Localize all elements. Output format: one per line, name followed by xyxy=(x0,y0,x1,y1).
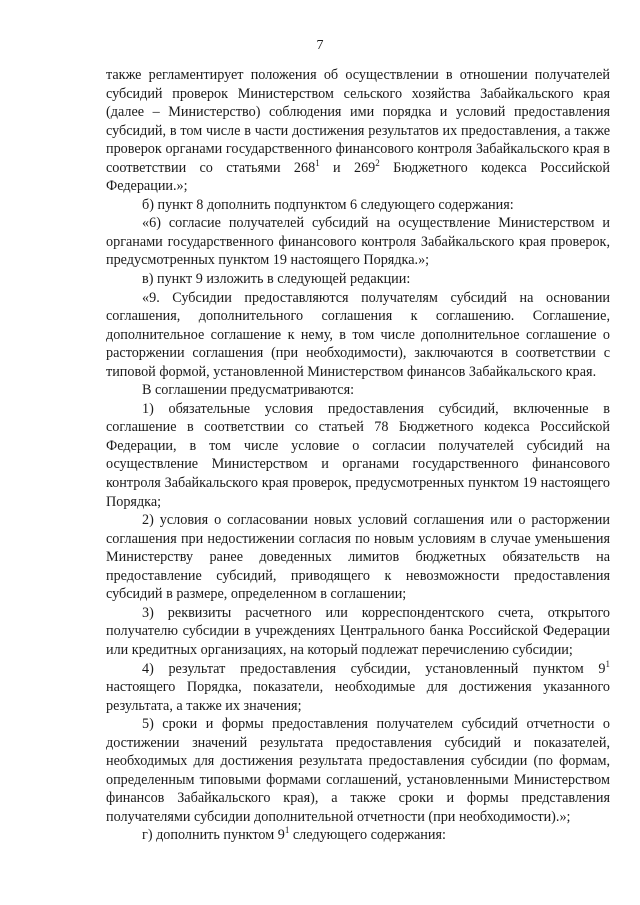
document-paragraph xyxy=(106,604,610,660)
paragraph-text: 2) условия о согласовании новых условий соглашения или о расторжении соглашения при недостижении согласия по новым условиям в случае уменьшения Министерству ранее доведенных лимитов бюджетных обязательств на предоставление субсидий, приводящего к невозможности предоставления субсидий в размере, определенном в соглашении; xyxy=(106,512,610,603)
document-paragraph xyxy=(106,715,610,826)
paragraph-text: Бюджетного кодекса Российской Федерации.»; xyxy=(106,159,610,195)
paragraph-text: следующего содержания: xyxy=(289,827,446,844)
document-paragraph xyxy=(106,400,610,511)
superscript-marker: 1 xyxy=(605,658,610,669)
document-paragraph xyxy=(106,196,610,215)
superscript-marker: 1 xyxy=(284,825,290,836)
document-body xyxy=(106,66,610,845)
document-paragraph xyxy=(106,660,610,716)
document-paragraph xyxy=(106,511,610,604)
document-paragraph xyxy=(106,289,610,382)
document-paragraph xyxy=(106,381,610,400)
paragraph-text: и 269 xyxy=(319,159,376,176)
document-paragraph xyxy=(106,66,610,196)
paragraph-text: 4) результат предоставления субсидии, установленный пунктом 9 xyxy=(142,660,606,677)
paragraph-text: 3) реквизиты расчетного или корреспондентского счета, открытого получателю субсидии в учреждениях Центрального банка Российской Федерации или кредитных организациях, на который подлежат перечислению субсидии; xyxy=(106,604,610,658)
superscript-marker: 1 xyxy=(315,157,320,168)
document-paragraph xyxy=(106,826,610,845)
paragraph-text: настоящего Порядка, показатели, необходимые для достижения указанного результата, а также их значения; xyxy=(106,679,610,714)
paragraph-text: «9. Субсидии предоставляются получателям субсидий на основании соглашения, дополнительного соглашения к соглашению. Соглашение, дополнительное соглашение к нему, в том числе дополнительное соглашение о расторжении соглашения (при необходимости), заключаются в соответствии с типовой формой, установленной Министерством финансов Забайкальского края. xyxy=(106,289,610,380)
paragraph-text: В соглашении предусматриваются: xyxy=(142,382,355,399)
paragraph-text: г) дополнить пунктом 9 xyxy=(142,827,285,844)
document-paragraph xyxy=(106,270,610,289)
page-number: 7 xyxy=(316,38,324,53)
paragraph-text: 5) сроки и формы предоставления получателем субсидий отчетности о достижении значений результата предоставления субсидий и показателей, необходимых для достижения результата предоставления субсидии (по формам, определенным типовыми формами соглашений, установленными Министерством финансов Забайкальского края), а также сроки и формы представления получателями субсидии дополнительной отчетности (при необходимости).»; xyxy=(106,716,610,825)
paragraph-text: в) пункт 9 изложить в следующей редакции: xyxy=(142,271,411,288)
superscript-marker: 2 xyxy=(375,157,380,168)
document-paragraph xyxy=(106,214,610,270)
paragraph-text: также регламентирует положения об осуществлении в отношении получателей субсидий проверок Министерством сельского хозяйства Забайкальского края (далее – Министерство) соблюдения ими порядка и условий предоставления субсидий, в том числе в части достижения результатов их предоставления, а также проверок органами государственного финансового контроля Забайкальского края в соответствии со статьями 268 xyxy=(106,67,610,176)
paragraph-text: 1) обязательные условия предоставления субсидий, включенные в соглашение в соответствии со статьей 78 Бюджетного кодекса Российской Федерации, в том числе условие о согласии получателей субсидий на осуществление Министерством и органами государственного финансового контроля Забайкальского края проверок, предусмотренных пунктом 19 настоящего Порядка; xyxy=(106,400,610,510)
paragraph-text: «6) согласие получателей субсидий на осуществление Министерством и органами государственного финансового контроля Забайкальского края проверок, предусмотренных пунктом 19 настоящего Порядка.»; xyxy=(106,215,610,269)
paragraph-text: б) пункт 8 дополнить подпунктом 6 следующего содержания: xyxy=(142,196,514,213)
